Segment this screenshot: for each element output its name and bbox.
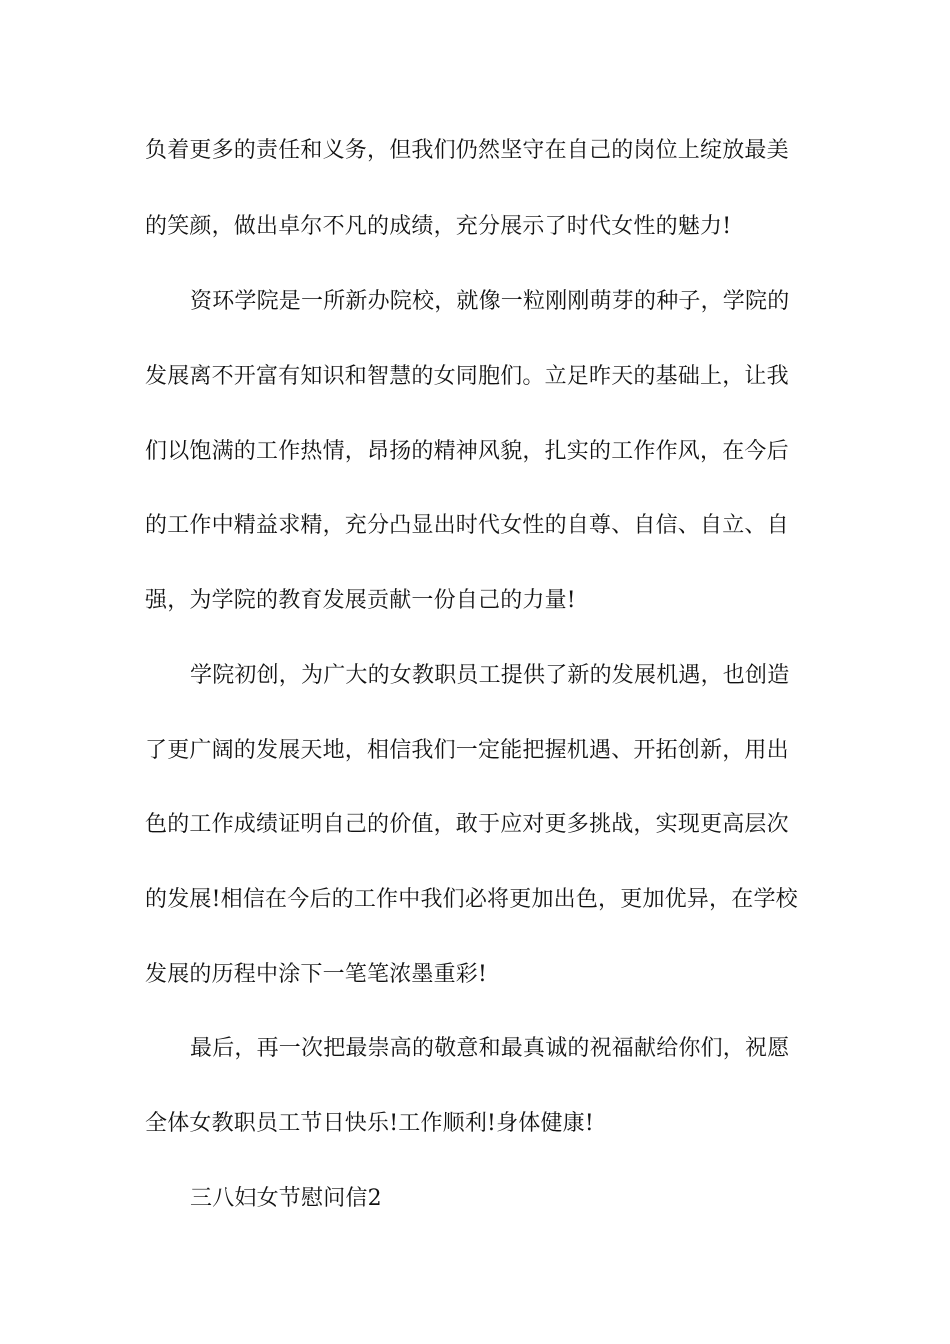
paragraph-line: 们以饱满的工作热情，昂扬的精神风貌，扎实的工作作风，在今后	[145, 439, 789, 464]
paragraph-line: 发展的历程中涂下一笔笔浓墨重彩!	[145, 962, 488, 987]
paragraph-line: 全体女教职员工节日快乐!工作顺利!身体健康!	[145, 1111, 594, 1136]
paragraph-line: 的笑颜，做出卓尔不凡的成绩，充分展示了时代女性的魅力!	[145, 214, 732, 239]
paragraph-line: 的工作中精益求精，充分凸显出时代女性的自尊、自信、自立、自	[145, 513, 789, 538]
paragraph-line: 的发展!相信在今后的工作中我们必将更加出色，更加优异，在学校	[145, 887, 798, 912]
paragraph-line: 强，为学院的教育发展贡献一份自己的力量!	[145, 588, 576, 613]
paragraph-line: 资环学院是一所新办院校，就像一粒刚刚萌芽的种子，学院的	[190, 289, 790, 314]
section-heading: 三八妇女节慰问信2	[190, 1186, 382, 1211]
paragraph-line: 了更广阔的发展天地，相信我们一定能把握机遇、开拓创新，用出	[145, 738, 789, 763]
paragraph-line: 色的工作成绩证明自己的价值，敢于应对更多挑战，实现更高层次	[145, 812, 789, 837]
paragraph-line: 负着更多的责任和义务，但我们仍然坚守在自己的岗位上绽放最美	[145, 138, 789, 163]
paragraph-line: 发展离不开富有知识和智慧的女同胞们。立足昨天的基础上，让我	[145, 364, 789, 389]
paragraph-line: 最后，再一次把最崇高的敬意和最真诚的祝福献给你们，祝愿	[190, 1036, 790, 1061]
paragraph-line: 学院初创，为广大的女教职员工提供了新的发展机遇，也创造	[190, 663, 790, 688]
